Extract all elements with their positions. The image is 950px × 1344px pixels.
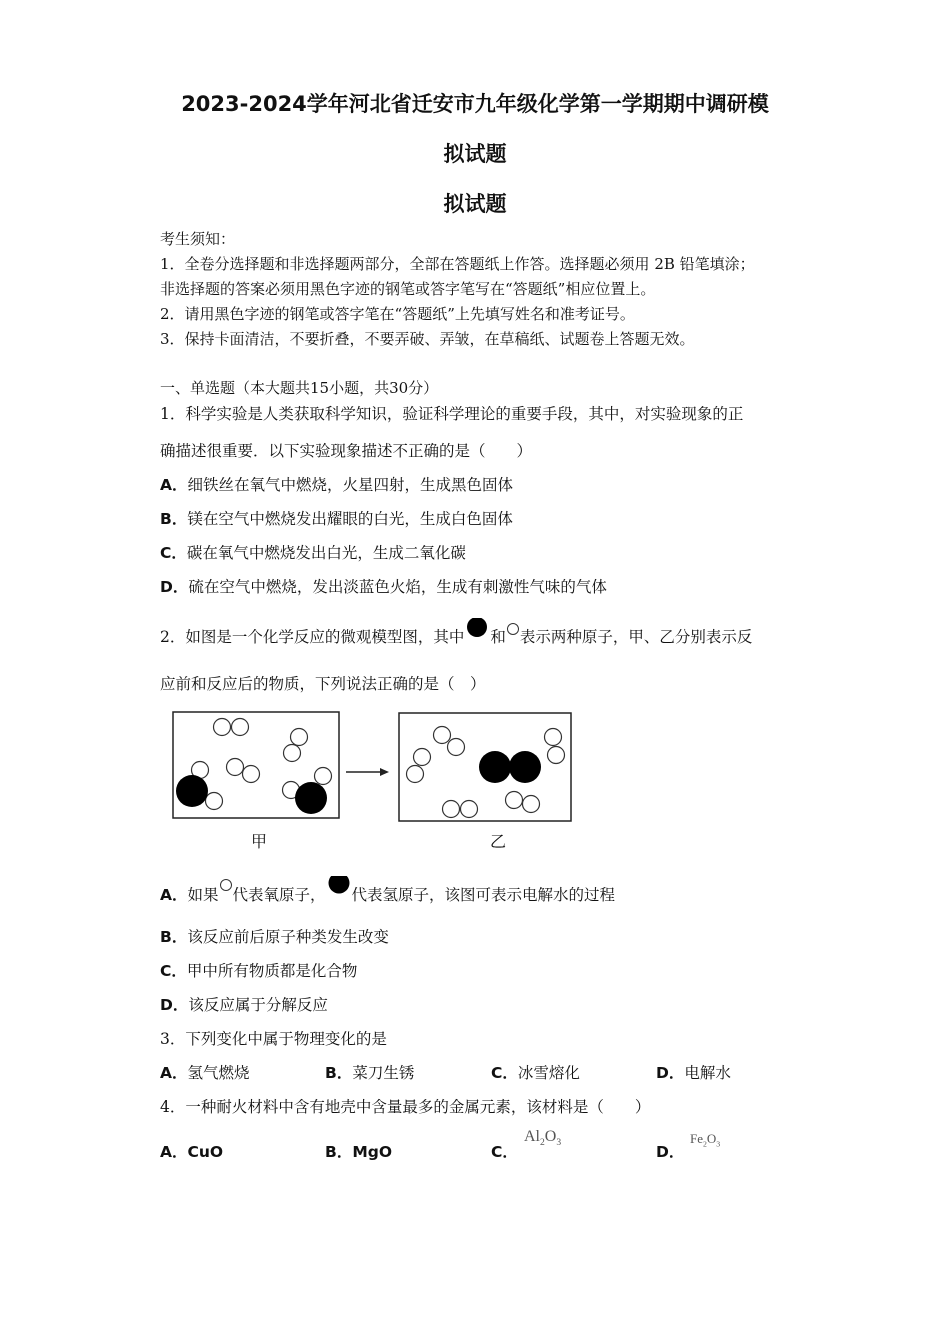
option-text: 代表氢原子，该图可表示电解水的过程 [351,886,616,904]
q2-stem-line-1 [160,622,752,647]
option-text: 镁在空气中燃烧发出耀眼的白光，生成白色固体 [187,510,513,528]
option-text: 冰雪熔化 [517,1064,580,1082]
q2-stem-part: 2．如图是一个化学反应的微观模型图，其中 [160,628,465,646]
section-heading: 一、单选题（本大题共15小题，共30分） [160,379,439,397]
page-title-line-1: 2023-2024学年河北省迁安市九年级化学第一学期期中调研模 [181,92,769,116]
arrow-head-icon [380,768,389,776]
black-atom-icon [464,618,490,644]
q2-stem-part: 表示两种原子，甲、乙分别表示反 [519,628,753,646]
option-text: 如果 [187,886,219,904]
option-text: 硫在空气中燃烧，发出淡蓝色火焰，生成有刺激性气味的气体 [188,578,607,596]
option-letter: A． [160,476,188,494]
q3-option-a[interactable] [160,1061,250,1083]
q2-option-a[interactable] [160,878,615,905]
black-atom-icon [295,782,327,814]
q1-stem-line-2: 确描述很重要．以下实验现象描述不正确的是（ ） [160,442,533,460]
option-letter: C． [160,962,187,980]
q1-stem-line-1: 1．科学实验是人类获取科学知识，验证科学理论的重要手段，其中，对实验现象的正 [160,405,744,423]
option-text: 细铁丝在氧气中燃烧，火星四射，生成黑色固体 [187,476,514,494]
q1-option-b[interactable] [160,507,513,529]
q1-option-a[interactable] [160,473,513,495]
option-text: 甲中所有物质都是化合物 [186,962,358,980]
white-atom-icon [506,622,520,636]
option-letter: A． [160,1143,188,1161]
option-letter: A． [160,886,188,904]
option-text: CuO [187,1143,224,1161]
option-letter: B． [160,510,188,528]
q2-option-b[interactable] [160,925,389,947]
notice-heading: 考生须知： [160,230,236,248]
q2-option-c[interactable] [160,959,357,981]
q3-option-c[interactable] [491,1061,580,1083]
option-letter: C． [160,544,187,562]
option-letter: D． [160,996,189,1014]
option-letter: B． [325,1064,353,1082]
option-letter: B． [160,928,188,946]
q1-option-c[interactable] [160,541,466,563]
notice-item: 非选择题的答案必须用黑色字迹的钢笔或答字笔写在“答题纸”相应位置上。 [160,280,656,298]
black-atom-icon [176,775,208,807]
option-text: 代表氧原子， [232,886,326,904]
q4-option-c-formula: $Al_2O_3$ [524,1128,562,1149]
q3-option-b[interactable] [325,1061,414,1083]
page-title-line-2: 拟试题 [443,142,507,166]
q4-option-c[interactable] [491,1140,518,1162]
q4-option-b[interactable] [325,1140,392,1162]
option-text: 该反应前后原子种类发生改变 [187,928,389,946]
reaction-diagram [160,700,580,852]
option-letter: D． [160,578,189,596]
q1-option-d[interactable] [160,575,607,597]
black-atom-icon [326,876,352,902]
option-letter: B． [325,1143,353,1161]
q4-stem: 4．一种耐火材料中含有地壳中含量最多的金属元素，该材料是（ ） [160,1098,651,1116]
option-letter: D． [656,1064,685,1082]
q2-stem-part: 和 [490,628,506,646]
black-atom-icon [479,751,511,783]
option-text: 碳在氧气中燃烧发出白光，生成二氧化碳 [186,544,466,562]
option-text: 电解水 [684,1064,731,1082]
notice-item: 2．请用黑色字迹的钢笔或答字笔在“答题纸”上先填写姓名和准考证号。 [160,305,635,323]
option-letter: D． [656,1143,685,1161]
notice-item: 3．保持卡面清洁，不要折叠，不要弄破、弄皱，在草稿纸、试题卷上答题无效。 [160,330,695,348]
q2-stem-line-2: 应前和反应后的物质，下列说法正确的是（ ） [160,675,486,693]
page-title-line-3: 拟试题 [443,192,507,216]
diagram-caption-left: 甲 [251,832,268,851]
white-atom-icon [219,878,233,892]
option-text: MgO [352,1143,393,1161]
notice-item: 1．全卷分选择题和非选择题两部分，全部在答题纸上作答。选择题必须用 2B 铅笔填涂； [160,255,755,273]
option-letter: C． [491,1143,518,1161]
option-letter: A． [160,1064,188,1082]
option-text: 氢气燃烧 [187,1064,250,1082]
option-text: 菜刀生锈 [352,1064,415,1082]
q3-stem: 3．下列变化中属于物理变化的是 [160,1030,387,1048]
option-text: 该反应属于分解反应 [188,996,328,1014]
q3-option-d[interactable] [656,1061,731,1083]
diagram-caption-right: 乙 [490,832,507,851]
q2-option-d[interactable] [160,993,328,1015]
q4-option-a[interactable] [160,1140,223,1162]
q4-option-d[interactable] [656,1140,684,1162]
option-letter: C． [491,1064,518,1082]
black-atom-icon [509,751,541,783]
q4-option-d-formula: $Fe_2O_3$ [690,1131,721,1149]
